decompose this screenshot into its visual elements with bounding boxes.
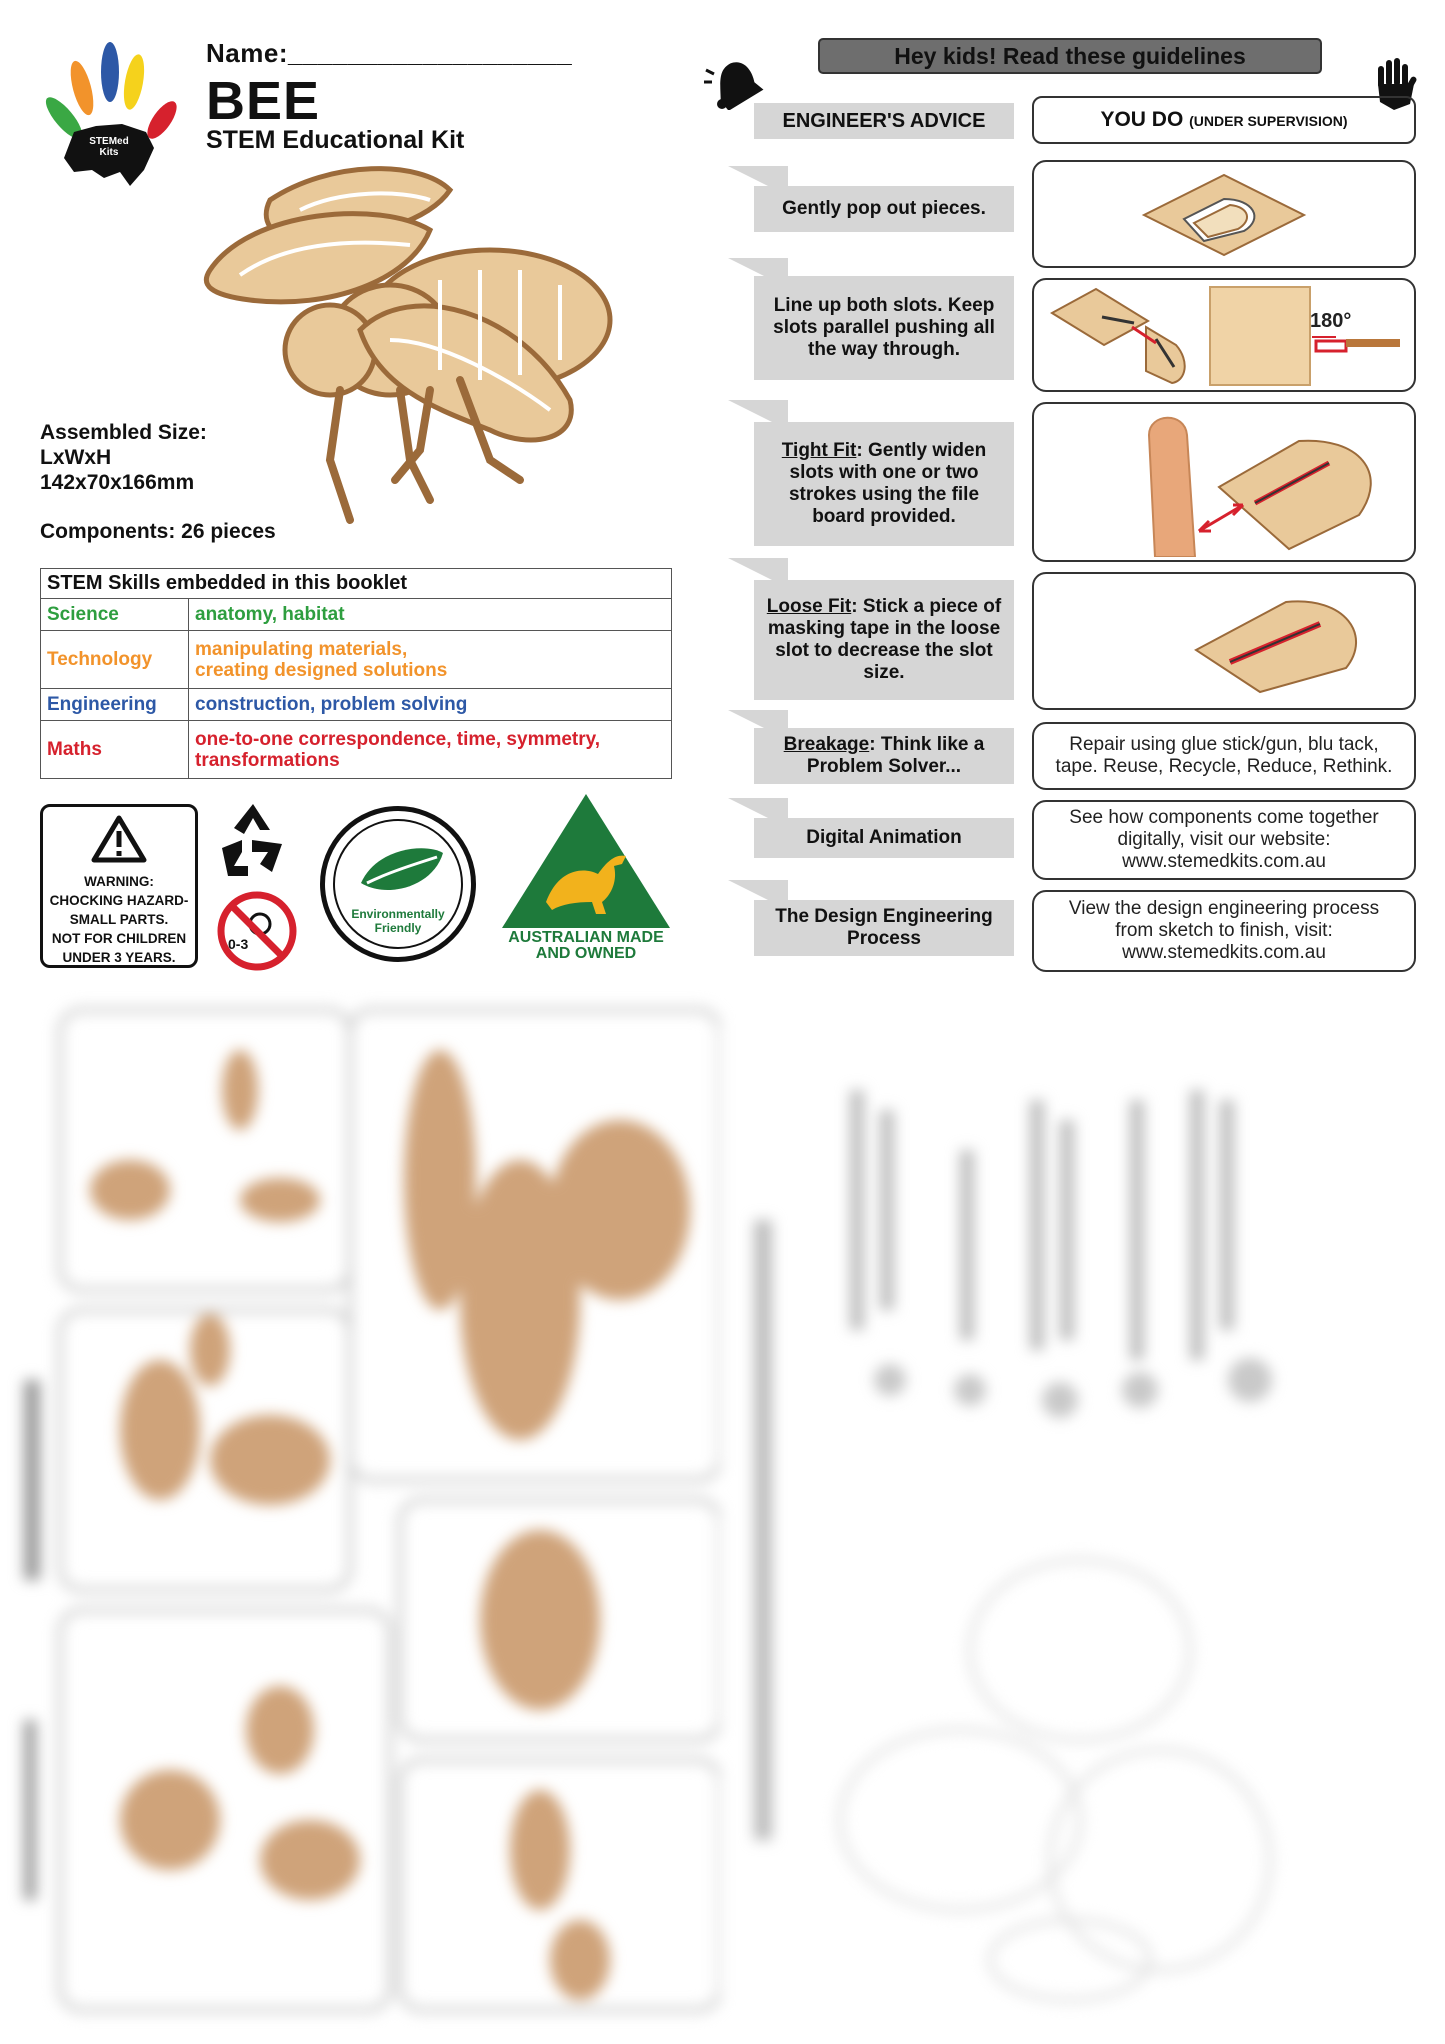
- dims-value: 142x70x166mm: [40, 471, 195, 494]
- table-row: [41, 689, 672, 721]
- rotation-label: 180°: [1310, 310, 1352, 332]
- eco-text: [335, 907, 461, 935]
- advice-tight-fit: [754, 422, 1014, 546]
- do-pop-out-illustration: [1032, 160, 1416, 268]
- pop-out-piece-icon: [1134, 169, 1314, 259]
- skills-maths-line2: transformations: [195, 749, 340, 771]
- warning-text: [43, 872, 195, 967]
- advice-text: Digital Animation: [806, 827, 962, 848]
- advice-text: [762, 440, 1006, 528]
- advice-line-up-slots: [754, 276, 1014, 380]
- advice-loose-fit: [754, 580, 1014, 700]
- aus-line: AUSTRALIAN MADE: [508, 929, 664, 946]
- advice-text: [762, 734, 1006, 778]
- slot-alignment-icon: [1046, 283, 1406, 387]
- name-field[interactable]: Name:___________________: [206, 38, 573, 68]
- do-line-up-slots-illustration: [1032, 278, 1416, 392]
- stem-table-heading: STEM Skills embedded in this booklet: [41, 569, 672, 599]
- skills-technology-line1: manipulating materials,: [195, 638, 408, 660]
- advice-digital-animation: [754, 818, 1014, 858]
- no-under-3-icon: [216, 890, 298, 972]
- stemed-logo: [34, 40, 184, 190]
- eco-line: Friendly: [374, 921, 422, 935]
- subject-science: Science: [41, 599, 189, 631]
- australian-made-text: [496, 930, 676, 962]
- do-loose-fit-illustration: [1032, 572, 1416, 710]
- advice-detail: : Think like a Problem Solver...: [806, 734, 985, 777]
- advice-text: [762, 596, 1006, 684]
- skills-technology-line2: creating designed solutions: [195, 659, 448, 681]
- advice-breakage: [754, 728, 1014, 784]
- bell-icon: [702, 54, 764, 110]
- warning-line: NOT FOR CHILDREN: [51, 931, 187, 946]
- kit-title: BEE: [206, 71, 321, 131]
- subject-technology: Technology: [41, 631, 189, 689]
- guidelines-banner: Hey kids! Read these guidelines: [818, 38, 1322, 74]
- leaf-icon: [357, 843, 447, 903]
- creative-design-extension-panel: [740, 1000, 1430, 2020]
- advice-text: The Design Engineering Process: [775, 906, 993, 949]
- subject-engineering: Engineering: [41, 689, 189, 721]
- components-count: Components: 26 pieces: [40, 520, 276, 543]
- do-text[interactable]: View the design engineering process from sketch to finish, visit: www.stemedkits.com.au: [1068, 898, 1380, 963]
- warning-line: CHOCKING HAZARD-: [49, 893, 189, 908]
- do-repair: [1032, 722, 1416, 790]
- you-do-label: YOU DO: [1100, 108, 1184, 131]
- age-label: 0-3: [228, 936, 249, 952]
- advice-detail: : Stick a piece of masking tape in the loose slot to decrease the slot size.: [767, 596, 1002, 683]
- skills-maths: [189, 721, 672, 779]
- subject-maths: Maths: [41, 721, 189, 779]
- stem-skills-table: [40, 568, 672, 779]
- australian-made-logo: [498, 790, 674, 930]
- warning-triangle-icon: [91, 815, 147, 863]
- assembled-size: [40, 420, 207, 495]
- aus-line: AND OWNED: [535, 945, 637, 962]
- warning-line: UNDER 3 YEARS.: [62, 950, 176, 965]
- do-text[interactable]: See how components come together digitally, visit our website: www.stemedkits.com.au: [1069, 807, 1379, 872]
- logo-text: STEMed Kits: [89, 136, 129, 158]
- skills-maths-line1: one-to-one correspondence, time, symmetry,: [195, 728, 601, 750]
- advice-text: Gently pop out pieces.: [782, 198, 986, 219]
- assembly-sequence-panels: [20, 1000, 720, 2020]
- advice-design-engineering: [754, 900, 1014, 956]
- skills-science: anatomy, habitat: [189, 599, 672, 631]
- assembled-label: Assembled Size:: [40, 421, 207, 444]
- do-digital-animation[interactable]: [1032, 800, 1416, 880]
- dims-label: LxWxH: [40, 446, 112, 469]
- warning-line: WARNING:: [84, 874, 154, 889]
- engineers-advice-header: ENGINEER'S ADVICE: [754, 103, 1014, 139]
- advice-term: Loose Fit: [766, 596, 852, 617]
- advice-pop-out: [754, 186, 1014, 232]
- skills-engineering: construction, problem solving: [189, 689, 672, 721]
- advice-text: Line up both slots. Keep slots parallel pushing all the way through.: [773, 295, 995, 360]
- you-do-header: [1032, 96, 1416, 144]
- advice-detail: : Gently widen slots with one or two strokes using the file board provided.: [788, 440, 987, 527]
- file-board-icon: [1059, 407, 1389, 557]
- do-design-engineering[interactable]: [1032, 890, 1416, 972]
- do-text: Repair using glue stick/gun, blu tack, tape. Reuse, Recycle, Reduce, Rethink.: [1055, 734, 1393, 777]
- masking-tape-slot-icon: [1190, 586, 1370, 696]
- recycle-icon: [212, 800, 294, 880]
- eco-line: Environmentally: [351, 907, 445, 921]
- bee-model-illustration: [190, 160, 670, 540]
- do-tight-fit-illustration: [1032, 402, 1416, 562]
- skills-technology: [189, 631, 672, 689]
- warning-line: SMALL PARTS.: [69, 912, 169, 927]
- advice-term: Tight Fit: [781, 440, 857, 461]
- kit-subtitle: STEM Educational Kit: [206, 126, 465, 154]
- table-row: [41, 631, 672, 689]
- eco-friendly-badge: [320, 806, 476, 962]
- table-row: [41, 721, 672, 779]
- you-do-note: (UNDER SUPERVISION): [1189, 113, 1348, 129]
- table-row: [41, 599, 672, 631]
- advice-term: Breakage: [783, 734, 870, 755]
- hand-logo-icon: [34, 40, 184, 190]
- stem-table-header: [41, 569, 672, 599]
- choking-warning-badge: [40, 804, 198, 968]
